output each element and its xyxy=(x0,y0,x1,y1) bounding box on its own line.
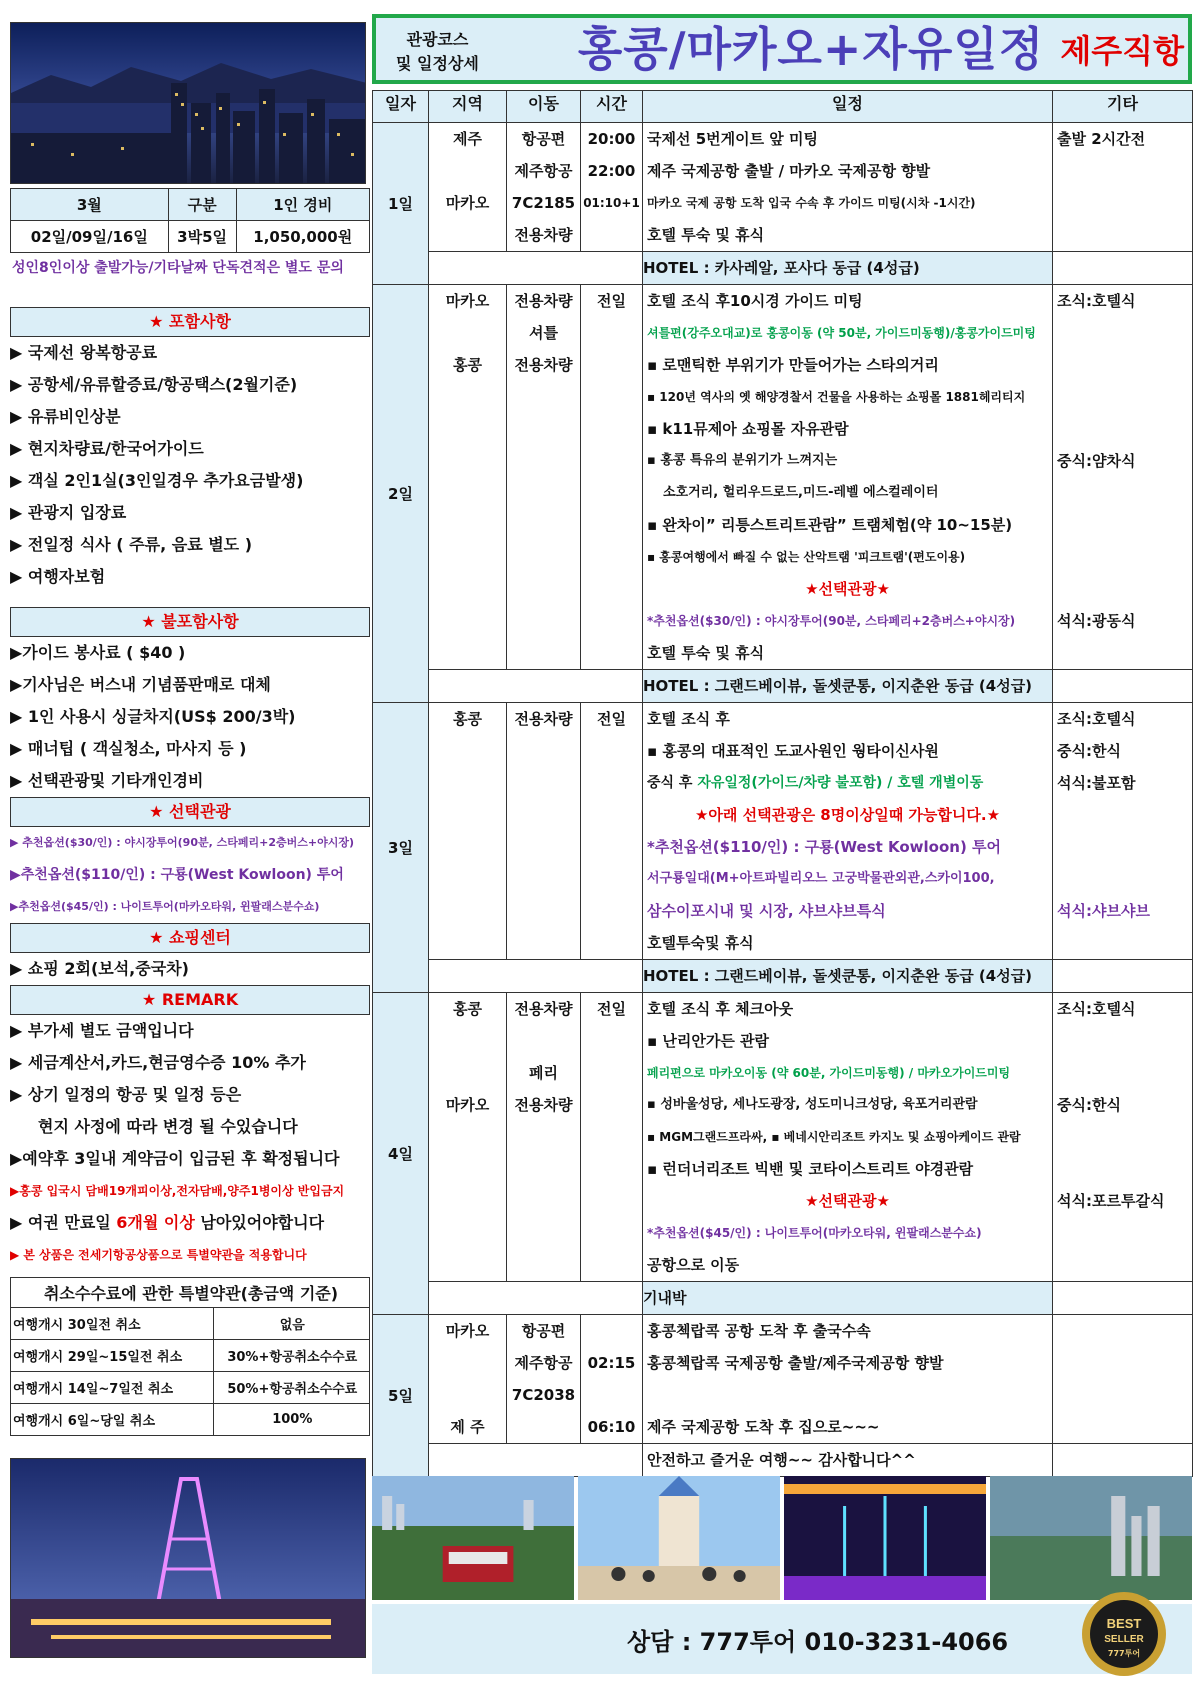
list-item: 현지 사정에 따라 변경 될 수있습니다 xyxy=(38,1117,298,1136)
col-time: 시간 xyxy=(581,91,643,123)
cancel-fee: 100% xyxy=(213,1404,369,1436)
cancel-term: 여행개시 29일~15일전 취소 xyxy=(11,1340,214,1372)
etc-cell: 조식:호텔식 중식:한식 석식:포르투갈식 xyxy=(1053,993,1193,1282)
list-item: ▶추천옵션($110/인) : 구룡(West Kowloon) 투어 xyxy=(10,867,344,883)
transport-cell: 항공편 제주항공 7C2038 xyxy=(507,1315,581,1444)
optional-tour-list xyxy=(10,827,370,923)
price-dates: 02일/09일/16일 xyxy=(11,221,169,253)
list-item: ▶ 여권 만료일 6개월 이상 남아있어야합니다 xyxy=(10,1213,325,1232)
hotel-info: HOTEL : 그랜드베이뷰, 돌셋쿤통, 이지춘완 동급 (4성급) xyxy=(643,960,1053,993)
cancellation-title: 취소수수료에 관한 특별약관(총금액 기준) xyxy=(11,1278,370,1308)
price-table xyxy=(10,188,370,253)
departure-notice: 성인8인이상 출발가능/기타날짜 단독견적은 별도 문의 xyxy=(12,260,344,276)
contact-info: 상담 : 777투어 010-3231-4066 xyxy=(627,1628,1009,1656)
excluded-list xyxy=(10,637,370,797)
col-region: 지역 xyxy=(429,91,507,123)
peak-tram-photo xyxy=(372,1476,574,1600)
price-duration: 3박5일 xyxy=(168,221,236,253)
col-transport: 이동 xyxy=(507,91,581,123)
day-label: 2일 xyxy=(373,285,429,703)
contact-bar xyxy=(372,1604,1192,1674)
direct-flight-tag: 제주직항 xyxy=(1060,32,1184,70)
list-item: ▶추천옵션($45/인) : 나이트투어(마카오타워, 윈팔래스분수쇼) xyxy=(10,900,320,913)
event-cell: 호텔 조식 후10시경 가이드 미팅 셔틀편(강주오대교)로 홍콩이동 (약 50분, 가이드미동행)/홍콩가이드미팅 ▪ 로맨틱한 부위기가 만들어가는 스타의거리 ▪ 120년 역사의 옛 해양경찰서 건물을 사용하는 쇼핑몰 1881헤리티지 ▪ k11뮤제아 쇼핑몰 자유관람 ▪ 홍콩 특유의 분위기가 느껴지는 소호거리, 헐리우드로드,미드-레벨 에스컬레이터 ▪ 완차이” 리틍스트리트관람” 트램체험(약 10~15분) ▪ 홍콩여행에서 빠질 수 없는 산악트램 '피크트램'(편도이용) ★선택관광★ *추천옵션($30/인) : 야시장투어(90분, 스타페리+2층버스+야시장) 호텔 투숙 및 휴식 xyxy=(643,285,1053,670)
cancel-fee: 50%+항공취소수수료 xyxy=(213,1372,369,1404)
list-item: ▶ 1인 사용시 싱글차지(US$ 200/3박) xyxy=(10,707,296,726)
event-cell: 홍콩첵랍콕 공항 도착 후 출국수속 홍콩첵랍콕 국제공항 출발/제주국제공항 향발 제주 국제공항 도착 후 집으로~~~ xyxy=(643,1315,1053,1444)
transport-cell: 전용차량 셔틀 전용차량 xyxy=(507,285,581,670)
hongkong-night-photo xyxy=(10,22,366,184)
badge-line3: 777투어 xyxy=(1107,1649,1141,1658)
event-cell: 국제선 5번게이트 앞 미팅 제주 국제공항 출발 / 마카오 국제공항 향발 마카오 국제 공항 도착 입국 수속 후 가이드 미팅(시차 -1시간) 호텔 투숙 및 휴식 xyxy=(643,123,1053,252)
best-seller-badge xyxy=(1080,1590,1168,1678)
col-day: 일자 xyxy=(373,91,429,123)
day-label: 3일 xyxy=(373,703,429,993)
list-item: ▶기사님은 버스내 기념품판매로 대체 xyxy=(10,675,271,694)
fountain-show-photo xyxy=(784,1476,986,1600)
list-item: ▶ 유류비인상분 xyxy=(10,407,121,426)
list-item: ▶홍콩 입국시 담배19개피이상,전자담배,양주1병이상 반입금지 xyxy=(10,1184,345,1198)
shopping-header: ★ 쇼핑센터 xyxy=(10,923,370,953)
included-list xyxy=(10,337,370,593)
page-title: 홍콩/마카오+자유일정 xyxy=(577,22,1045,76)
badge-line1: BEST xyxy=(1106,1616,1142,1631)
list-item: ▶ 국제선 왕복항공료 xyxy=(10,343,158,362)
hotel-info: HOTEL : 그랜드베이뷰, 돌셋쿤통, 이지춘완 동급 (4성급) xyxy=(643,670,1053,703)
etc-cell: 출발 2시간전 xyxy=(1053,123,1193,252)
disneyland-photo xyxy=(578,1476,780,1600)
col-schedule: 일정 xyxy=(643,91,1053,123)
transport-cell: 전용차량 페리 전용차량 xyxy=(507,993,581,1282)
event-cell: 호텔 조식 후 체크아웃 ▪ 난리안가든 관람 페리편으로 마카오이동 (약 60분, 가이드미동행) / 마카오가이드미팅 ▪ 성바울성당, 세나도광장, 성도미니크성당, 육포거리관람 ▪ MGM그랜드프라싸, ▪ 베네시안리조트 카지노 및 쇼핑아케이드 관람 ▪ 런더너리조트 빅밴 및 코타이스트리트 야경관람 ★선택관광★ *추천옵션($45/인) : 나이트투어(마카오타워, 윈팔래스분수쇼) 공항으로 이동 xyxy=(643,993,1053,1282)
list-item: ▶ 여행자보험 xyxy=(10,567,106,586)
closing-message: 안전하고 즐거운 여행~~ 감사합니다^^ xyxy=(643,1444,1053,1477)
region-cell: 홍콩 마카오 xyxy=(429,993,507,1282)
etc-cell: 조식:호텔식 중식:한식 석식:불포함 석식:샤브샤브 xyxy=(1053,703,1193,960)
region-cell: 제주 마카오 xyxy=(429,123,507,252)
list-item: ▶ 본 상품은 전세기항공상품으로 특별약관을 적용합니다 xyxy=(10,1248,307,1262)
time-cell: 20:00 22:00 01:10+1 xyxy=(581,123,643,252)
left-column xyxy=(10,22,370,1658)
cancel-term: 여행개시 30일전 취소 xyxy=(11,1308,214,1340)
hotel-info: 기내박 xyxy=(643,1282,1053,1315)
day-label: 1일 xyxy=(373,123,429,285)
list-item: ▶ 세금계산서,카드,현금영수증 10% 추가 xyxy=(10,1053,306,1072)
etc-cell xyxy=(1053,1315,1193,1444)
list-item: ▶ 상기 일정의 항공 및 일정 등은 xyxy=(10,1085,242,1104)
transport-cell: 전용차량 xyxy=(507,703,581,960)
itinerary-table xyxy=(372,90,1193,1477)
harbour-aerial-photo xyxy=(990,1476,1192,1600)
time-cell: 02:15 06:10 xyxy=(581,1315,643,1444)
region-cell: 홍콩 xyxy=(429,703,507,960)
optional-tour-header: ★ 선택관광 xyxy=(10,797,370,827)
macau-tower-photo xyxy=(10,1458,366,1658)
cancel-fee: 없음 xyxy=(213,1308,369,1340)
price-header-month: 3월 xyxy=(11,189,169,221)
price-header-cost: 1인 경비 xyxy=(236,189,369,221)
included-header: ★ 포함사항 xyxy=(10,307,370,337)
list-item: ▶ 전일정 식사 ( 주류, 음료 별도 ) xyxy=(10,535,253,554)
time-cell: 전일 xyxy=(581,703,643,960)
list-item: ▶ 공항세/유류할증료/항공택스(2월기준) xyxy=(10,375,298,394)
price-header-type: 구분 xyxy=(168,189,236,221)
badge-line2: SELLER xyxy=(1104,1634,1144,1645)
region-cell: 마카오 홍콩 xyxy=(429,285,507,670)
list-item: ▶ 현지차량료/한국어가이드 xyxy=(10,439,204,458)
region-cell: 마카오 제 주 xyxy=(429,1315,507,1444)
photo-strip xyxy=(372,1476,1192,1600)
cancel-term: 여행개시 6일~당일 취소 xyxy=(11,1404,214,1436)
title-banner xyxy=(372,14,1192,84)
day-label: 4일 xyxy=(373,993,429,1315)
banner-subtitle: 관광코스 및 일정상세 xyxy=(396,30,479,73)
passport-validity-highlight: 6개월 이상 xyxy=(116,1213,195,1232)
list-item: ▶ 추천옵션($30/인) : 야시장투어(90분, 스타페리+2층버스+야시장) xyxy=(10,836,354,849)
transport-cell: 항공편 제주항공 7C2185 전용차량 xyxy=(507,123,581,252)
cancellation-table xyxy=(10,1277,370,1436)
price-amount: 1,050,000원 xyxy=(236,221,369,253)
list-item: ▶ 부가세 별도 금액입니다 xyxy=(10,1021,194,1040)
day-label: 5일 xyxy=(373,1315,429,1477)
shopping-list xyxy=(10,953,370,985)
time-cell: 전일 xyxy=(581,285,643,670)
list-item: ▶가이드 봉사료 ( $40 ) xyxy=(10,643,186,662)
list-item: ▶ 쇼핑 2회(보석,중국차) xyxy=(10,959,189,978)
excluded-header: ★ 불포함사항 xyxy=(10,607,370,637)
cancel-fee: 30%+항공취소수수료 xyxy=(213,1340,369,1372)
remark-header: ★ REMARK xyxy=(10,985,370,1015)
cancel-term: 여행개시 14일~7일전 취소 xyxy=(11,1372,214,1404)
time-cell: 전일 xyxy=(581,993,643,1282)
etc-cell: 조식:호텔식 중식:얌차식 석식:광동식 xyxy=(1053,285,1193,670)
col-etc: 기타 xyxy=(1053,91,1193,123)
list-item: ▶ 객실 2인1실(3인일경우 추가요금발생) xyxy=(10,471,304,490)
list-item: ▶예약후 3일내 계약금이 입금된 후 확정됩니다 xyxy=(10,1149,340,1168)
event-cell: 호텔 조식 후 ▪ 홍콩의 대표적인 도교사원인 웡타이신사원 중식 후 자유일정(가이드/차량 불포함) / 호텔 개별이동 ★아래 선택관광은 8명이상일때 가능합니다.★ *추천옵션($110/인) : 구룡(West Kowloon) 투어 서구룡일대(M+아트파빌리오느 고궁박물관외관,스카이100, 삼수이포시내 및 시장, 샤브샤브특식 호텔투숙및 휴식 xyxy=(643,703,1053,960)
remark-list xyxy=(10,1015,370,1271)
list-item: ▶ 선택관광및 기타개인경비 xyxy=(10,771,204,790)
list-item: ▶ 관광지 입장료 xyxy=(10,503,127,522)
hotel-info: HOTEL : 카사레알, 포사다 동급 (4성급) xyxy=(643,252,1053,285)
list-item: ▶ 매너팁 ( 객실청소, 마사지 등 ) xyxy=(10,739,247,758)
